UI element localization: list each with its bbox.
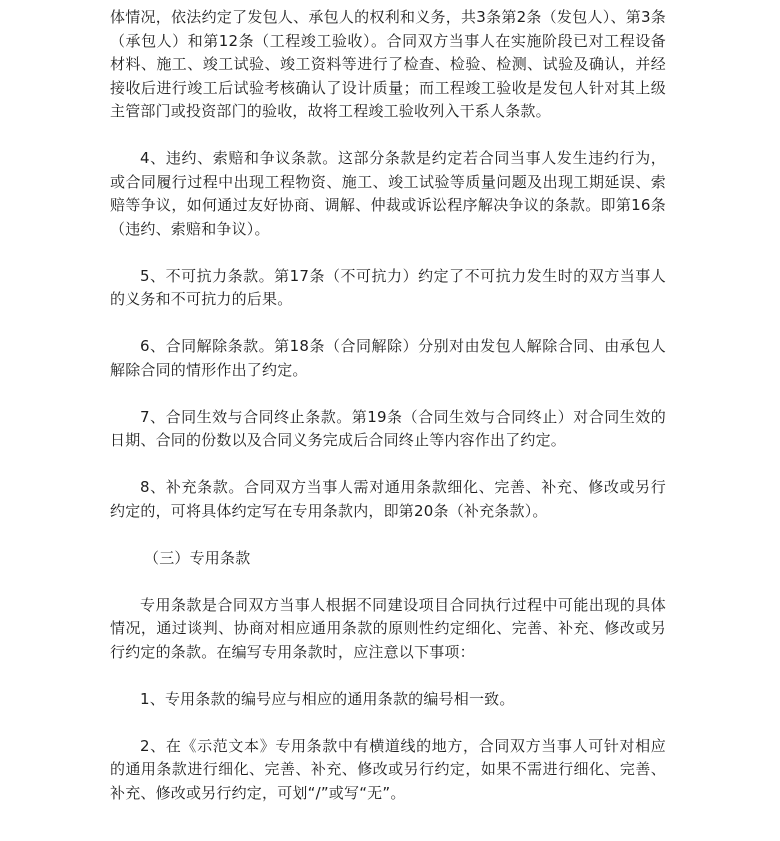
paragraph-breach-claims-disputes: 4、违约、索赔和争议条款。这部分条款是约定若合同当事人发生违约行为，或合同履行过程中出现工程物资、施工、竣工试验等质量问题及出现工期延误、索赔等争议，如何通过友好协商、调解、仲裁或诉讼程序解决争议的条款。即第16条（违约、索赔和争议）。	[110, 149, 666, 238]
paragraph-numbering-rule: 1、专用条款的编号应与相应的通用条款的编号相一致。	[140, 689, 515, 708]
paragraph-force-majeure: 5、不可抗力条款。第17条（不可抗力）约定了不可抗力发生时的双方当事人的义务和不可抗力的后果。	[110, 266, 666, 308]
paragraph-rights-obligations: 体情况，依法约定了发包人、承包人的权利和义务，共3条第2条（发包人）、第3条（承包人）和第12条（工程竣工验收）。合同双方当事人在实施阶段已对工程设备材料、施工、竣工试验、竣工资料等进行了检查、检验、检测、试验及确认，并经接收后进行竣工后试验考核确认了设计质量；而工程竣工验收是发包人针对其上级主管部门或投资部门的验收，故将工程竣工验收列入干系人条款。	[110, 8, 666, 120]
paragraph-special-clauses-intro: 专用条款是合同双方当事人根据不同建设项目合同执行过程中可能出现的具体情况，通过谈判、协商对相应通用条款的原则性约定细化、完善、补充、修改或另行约定的条款。在编写专用条款时，应注意以下事项：	[110, 595, 666, 661]
paragraph-contract-termination: 6、合同解除条款。第18条（合同解除）分别对由发包人解除合同、由承包人解除合同的情形作出了约定。	[110, 337, 666, 379]
paragraph-effectiveness-expiry: 7、合同生效与合同终止条款。第19条（合同生效与合同终止）对合同生效的日期、合同的份数以及合同义务完成后合同终止等内容作出了约定。	[110, 407, 666, 449]
document-body	[110, 6, 666, 805]
paragraph-blank-line-rule: 2、在《示范文本》专用条款中有横道线的地方，合同双方当事人可针对相应的通用条款进行细化、完善、补充、修改或另行约定，如果不需进行细化、完善、补充、修改或另行约定，可划“/”或写“无”。	[110, 736, 666, 802]
paragraph-supplementary-clauses: 8、补充条款。合同双方当事人需对通用条款细化、完善、补充、修改或另行约定的，可将具体约定写在专用条款内，即第20条（补充条款）。	[110, 478, 666, 520]
section-heading-special-clauses: （三）专用条款	[144, 548, 251, 567]
